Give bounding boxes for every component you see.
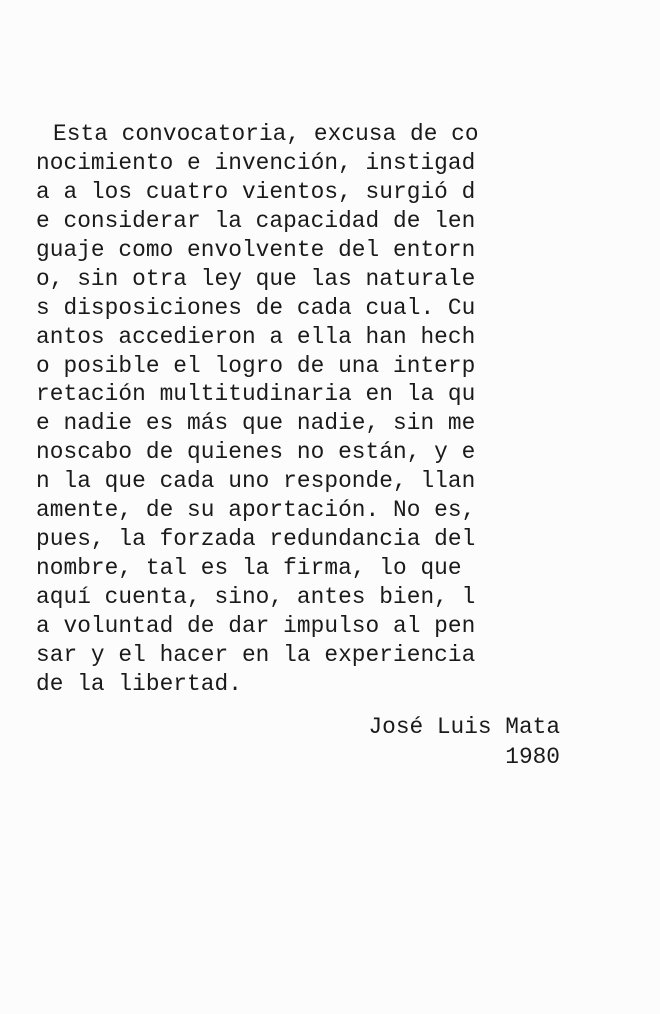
- author-name: José Luis Mata: [368, 714, 560, 740]
- signature-year: 1980: [505, 744, 560, 770]
- text-line: s disposiciones de cada cual. Cu: [36, 294, 476, 321]
- text-line: de la libertad.: [36, 670, 242, 697]
- text-line: nombre, tal es la firma, lo que: [36, 555, 462, 582]
- text-line: guaje como envolvente del entorn: [36, 236, 476, 263]
- text-line: a voluntad de dar impulso al pen: [36, 612, 476, 639]
- text-line: o posible el logro de una interp: [36, 352, 476, 379]
- text-line: o, sin otra ley que las naturale: [36, 265, 476, 292]
- manifesto-text: [36, 120, 596, 699]
- text-line: noscabo de quienes no están, y e: [36, 439, 476, 466]
- text-line: nocimiento e invención, instigad: [36, 149, 476, 176]
- text-line: Esta convocatoria, excusa de co: [53, 121, 479, 147]
- text-line: a a los cuatro vientos, surgió d: [36, 178, 476, 205]
- text-line: pues, la forzada redundancia del: [36, 526, 476, 553]
- text-line: aquí cuenta, sino, antes bien, l: [36, 584, 476, 610]
- text-line: antos accedieron a ella han hech: [36, 323, 476, 350]
- signature-block: [368, 712, 560, 772]
- text-line: e nadie es más que nadie, sin me: [36, 410, 476, 437]
- text-line: retación multitudinaria en la qu: [36, 381, 476, 408]
- text-line: e considerar la capacidad de len: [36, 207, 476, 234]
- text-line: sar y el hacer en la experiencia: [36, 641, 476, 668]
- text-line: n la que cada uno responde, llan: [36, 468, 476, 495]
- text-line: amente, de su aportación. No es,: [36, 497, 476, 524]
